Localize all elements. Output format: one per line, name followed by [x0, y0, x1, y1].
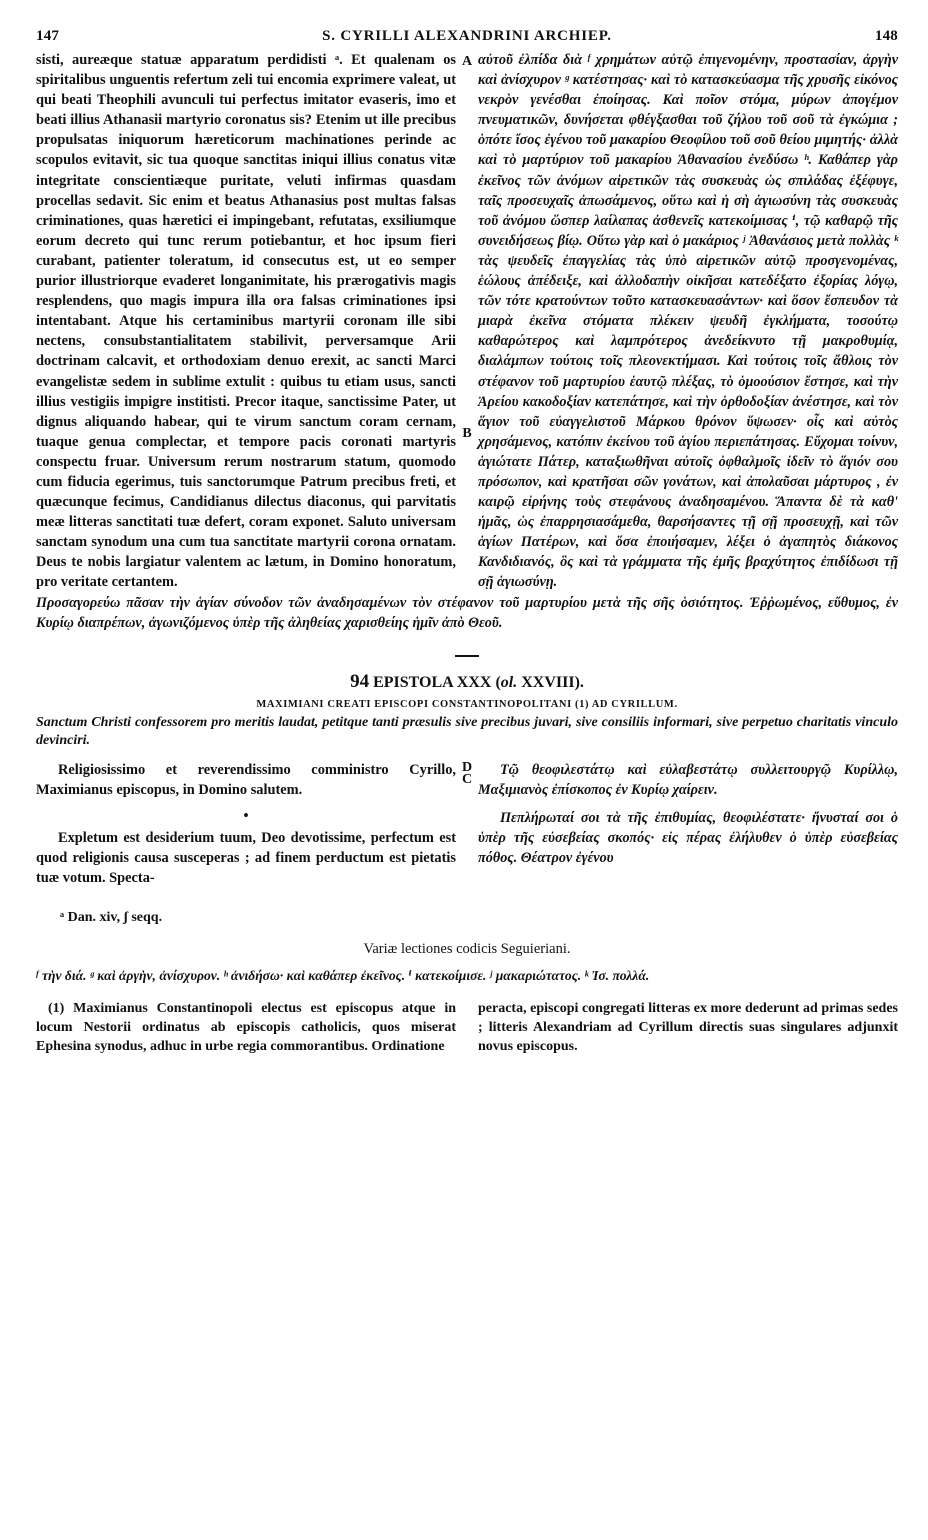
epistle-summary: Sanctum Christi confessorem pro meritis laudat, petitque tanti præsulis sive precibus juvari, sive consiliis informari, sive perpetuo charitatis vinculo devinciri.: [36, 714, 898, 748]
epistle-columns: [36, 760, 898, 895]
running-header: [36, 28, 898, 50]
note-right-text: peracta, episcopi congregati litteras ex more dederunt ad primas sedes ; litteris Alexandriam ad Cyrillum directis suas singulares adjunxit novus episcopus.: [478, 1001, 898, 1055]
margin-marker-d: D: [461, 759, 473, 775]
latin-column: [36, 50, 456, 593]
section-rule: [455, 655, 479, 657]
footnote-a: ᵃ Dan. xiv, ʃ seqq.: [60, 910, 163, 926]
note-left: [36, 999, 456, 1056]
margin-marker-c: C: [461, 772, 473, 787]
epistle-number: 94: [350, 670, 370, 692]
notes: [36, 999, 898, 1056]
margin-marker-a: A: [461, 54, 473, 69]
epistle-title-ol: ol.: [500, 673, 518, 691]
latin-text: sisti, aureæque statuæ apparatum perdidisti ᵃ. Et qualenam os spiritalibus unguentis refertum zeli tui encomia exprimere valeat, ut qui beati Theophili avunculi tui perfectus imitator evaseris, imo et beati illius Athanasii martyrio coronatus sis? Etenim ut ille precibus propulsatas iniquorum hæreticorum machinationes perinde ac scopulos evitavit, sic tua quoque sanctitas iniqui illius conatus vitæ integritate conscientiæque puritate, veluti infirmas quasdam procellas sedavit. Sic enim et beatus Athanasius post multas falsas criminationes, quas hæretici ei impingebant, refutatas, exsiliumque eorum decreto qui tunc rerum potiebantur, et hoc ipsum fieri curabant, patienter toleratum, id consecutus est, ut eo semper purior illustriorque evaderet longanimitate, his prærogativis magis resplendens, quo magis impura illa ora falsas criminationes ipsi intentabant. Atque his certaminibus martyrii coronam ille sibi nectens, consubstantialitatem stabilivit, perversamque Arii doctrinam calcavit, et orthodoxiam denuo erexit, ac sancti Marci evangelistæ sedem in sublime extulit : quibus tu etiam usus, sancti illius vestigiis impigre institisti. Precor itaque, sanctissime Pater, ut dignus aliquando habear, qui te virum sanctum coram cernam, tuaque genua complectar, et tempore pacis coronati martyris conspectu fruar. Universum rerum nostrarum statum, quomodo cum fiducia egerimus, tuis sanctorumque Patrum precibus freti, et quæcunque fecimus, Candidianus dilectus diaconus, qui parvitatis meæ litteras sanctitati tuæ defert, coram exponet. Saluto universam sanctam synodum una cum tua sanctitate martyrii corona ornatam. Deus te nobis largiatur valentem ac lætum, in Domino honoratum, pro veritate certantem.: [36, 52, 456, 591]
variae-text: ᶠ τὴν διά. ᵍ καὶ ἀργὴν, ἀνίσχυρον. ʰ ἀνιδήσω· καὶ καθάπερ ἐκεῖνος. ⁱ κατεκοίμισε. ʲ μακαριώτατος. ᵏ Ἰσ. πολλά.: [36, 968, 650, 984]
note-right: [478, 999, 898, 1056]
note-left-text: (1) Maximianus Constantinopoli electus est episcopus atque in locum Nestorii ordinatus ab episcopis catholicis, quos miserat Ephesina synodus, adhuc in urbe regia commorantibus. Ordinatione: [36, 1001, 456, 1055]
greek-column: [478, 50, 898, 593]
epistle-latin-column: [36, 760, 456, 895]
greek-closing: Προσαγορεύω πᾶσαν τὴν ἁγίαν σύνοδον τῶν ἀναδησαμένων τὸν στέφανον τοῦ μαρτυρίου μετὰ τῆς σῆς ὁσιότητος. Ἐῤῥωμένος, εὔθυμος, ἐν Κυρίῳ διαπρέπων, ἀγωνιζόμενος ὑπὲρ τῆς ἀληθείας χαρισθείης ἡμῖν ἀπὸ Θεοῦ.: [36, 594, 898, 631]
epistle-title-post: XXVIII).: [517, 673, 584, 691]
greek-epistle-body: Πεπλήρωταί σοι τὰ τῆς ἐπιθυμίας, θεοφιλέστατε· ἤνυσταί σοι ὁ ὑπὲρ τῆς εὐσεβείας σκοπός· εἰς πέρας ἐλήλυθεν ὁ ὑπὲρ εὐσεβείας πόθος. Θέατρον ἐγένου: [478, 809, 898, 867]
epistle-title-pre: EPISTOLA XXX (: [373, 673, 501, 691]
epistle-title: [36, 671, 898, 693]
page: [36, 28, 898, 1056]
epistle-subtitle: MAXIMIANI CREATI EPISCOPI CONSTANTINOPOLITANI (1) AD CYRILLUM.: [256, 698, 678, 710]
page-number-left: 147: [36, 28, 60, 44]
epistle-greek-column: [478, 760, 898, 895]
greek-text: αὐτοῦ ἐλπίδα διὰ ᶠ χρημάτων αὐτῷ ἐπιγενομένην, προστασίαν, ἀργὴν καὶ ἀνίσχυρον ᵍ κατέστησας· καὶ τὸ κατασκεύασμα τῆς χρυσῆς εἰκόνος νεκρὸν γενέσθαι ἐποίησας. Καὶ ποῖον στόμα, μύρων ἀπογέμον πνευματικῶν, δυνήσεται φθέγξασθαι τοῦ ζήλου τοῦ σοῦ τὰ ἐγκώμια ; ὁπότε ἴσος ἐγένου τοῦ μακαρίου Θεοφίλου τοῦ σοῦ θείου μιμητής· ἀλλὰ καὶ τὸ μαρτύριον τοῦ μακαρίου Ἀθανασίου ἐνεδύσω ʰ. Καθάπερ γὰρ ἐκεῖνος τῶν ἀνόμων αἱρετικῶν τὰς συσκευὰς ὡς σπιλάδας ἐξέφυγε, ταῖς προσευχαῖς ἀπωσάμενος, οὕτω καὶ ἡ σὴ ἁγιωσύνη τὰς συσκευὰς τοῦ ἀνόμου ὥσπερ λαίλαπας ἀσθενεῖς κατεκοίμισας ⁱ, τῷ καθαρῷ τῆς συνειδήσεως βίῳ. Οὕτω γὰρ καὶ ὁ μακάριος ʲ Ἀθανάσιος μετὰ πολλὰς ᵏ τὰς ψευδεῖς ἐπαγγελίας τὰς ὑπὸ αἱρετικῶν αὐτῷ προσγενομένας, ἑώλους ἀπέδειξε, καὶ ἀλλοδαπὴν οἰκῆσαι κατεδέξατο ἐξορίας λόγῳ, τῶν τότε κρατούντων τοῦτο κατασκευασάντων· καὶ ὅσον ἔσπευδον τὰ μιαρὰ ἐκεῖνα στόματα πλέκειν ψευδῆ ἐγκλήματα, τοσούτῳ καθαρώτερος καὶ λαμπρότερος ἀνεδείκνυτο τῇ μακροθυμίᾳ, διαλάμπων τούτοις τοῖς πλεονεκτήμασι. Καὶ τούτοις τοῖς ἄθλοις τὸν στέφανον τοῦ μαρτυρίου ἑαυτῷ πλέξας, τὸ ὁμοούσιον ἔστησε, καὶ τὴν Ἀρείου κακοδοξίαν κατεπάτησε, καὶ τὴν ὀρθοδοξίαν ἀνέστησε, καὶ τὸν ἅγιον τοῦ εὐαγγελιστοῦ Μάρκου θρόνον ὕψωσεν· οἷς καὶ αὐτὸς χρησάμενος, κατόπιν ἐκείνου τοῦ ἁγίου περιεπάτησας. Εὔχομαι τοίνυν, ἁγιώτατε Πάτερ, καταξιωθῆναι αὐτοῖς ὀφθαλμοῖς ἰδεῖν τὸ ἅγιόν σου πρόσωπον, καὶ κρατῆσαι σῶν γονάτων, καὶ ἀπολαῦσαι μάρτυρος , ἐν καιρῷ εἰρήνης τοὺς στεφάνους ἀναδησαμένου. Ἅπαντα δὲ τὰ καθ' ἡμᾶς, ὡς ἐπαρρησιασάμεθα, θαρσήσαντες τῇ σῇ προσευχῇ, καὶ τῶν ἁγίων Πατέρων, καὶ ὅσα ἐποιήσαμεν, λέξει ὁ ἀγαπητὸς διάκονος Κανδιδιανός, ὃς καὶ τὰ γράμματα τῆς ἐμῆς βραχύτητος ἐπιδίδωσι τῇ σῇ ἁγιωσύνῃ.: [478, 52, 898, 591]
greek-salutation: Τῷ θεοφιλεστάτῳ καὶ εὐλαβεστάτῳ συλλειτουργῷ Κυρίλλῳ, Μαξιμιανὸς ἐπίσκοπος ἐν Κυρίῳ χαίρειν.: [478, 761, 898, 798]
page-number-right: 148: [874, 28, 898, 44]
footnote-area: [36, 908, 898, 927]
running-title: S. CYRILLI ALEXANDRINI ARCHIEP.: [322, 28, 612, 44]
latin-epistle-body: Expletum est desiderium tuum, Deo devotissime, perfectum est quod religionis causa susceperas ; ad finem perductum est pietatis tuæ votum. Specta-: [36, 830, 456, 887]
variae-title: Variæ lectiones codicis Seguieriani.: [363, 941, 571, 958]
latin-dot: •: [243, 807, 249, 824]
latin-salutation: Religiosissimo et reverendissimo comministro Cyrillo, Maximianus episcopus, in Domino salutem.: [36, 761, 456, 798]
margin-marker-b: B: [462, 426, 472, 441]
